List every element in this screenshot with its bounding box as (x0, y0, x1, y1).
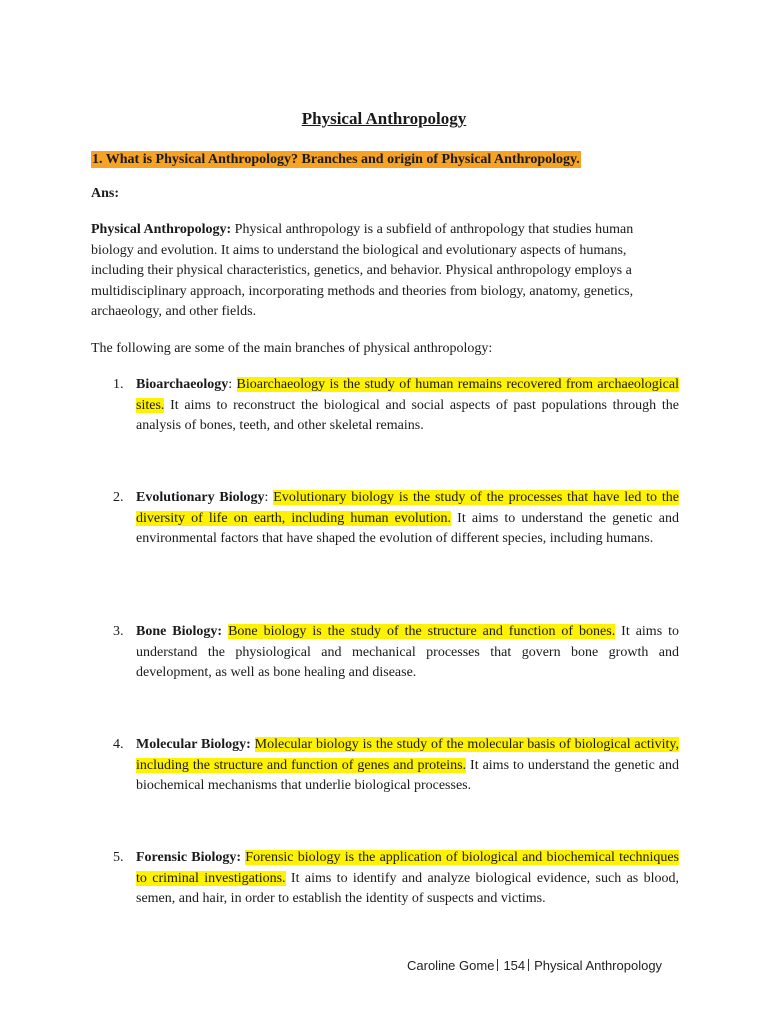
page-title: Physical Anthropology (301, 109, 467, 128)
branch-separator: : (228, 377, 237, 392)
list-item-text (136, 848, 679, 910)
list-number: 3. (113, 624, 124, 639)
question-heading: 1. What is Physical Anthropology? Branches and origin of Physical Anthropology. (92, 152, 580, 167)
branch-term: Bioarchaeology (136, 377, 229, 392)
branch-term: Forensic Biology: (136, 850, 242, 865)
list-item-text (136, 735, 679, 797)
branch-highlight: Molecular biology is the study of the molecular basis of biological activity, including the structure and function of genes and proteins. (136, 737, 680, 773)
list-item-text (136, 622, 679, 684)
footer-page-number: 154 (503, 958, 526, 973)
branch-highlight: Bone biology is the study of the structure and function of bones. (228, 624, 616, 639)
branch-term: Evolutionary Biology (136, 490, 265, 505)
branch-term: Bone Biology: (136, 624, 223, 639)
list-number: 1. (113, 377, 124, 392)
intro-term: Physical Anthropology: (91, 222, 232, 237)
footer-subject: Physical Anthropology (534, 958, 663, 973)
footer-author: Caroline Gome (407, 958, 495, 973)
answer-label: Ans: (91, 186, 120, 201)
branch-separator: : (264, 490, 274, 505)
branch-rest: It aims to reconstruct the biological and social aspects of past populations through the analysis of bones, teeth, and other skeletal remains. (136, 397, 679, 434)
intro-text: Physical anthropology is a subfield of anthropology that studies human biology and evolution. It aims to understand the biological and evolutionary aspects of humans, including their physical characteristics, genetics, and behavior. Physical anthropology employs a multidisciplinary approach, incorporating methods and theories from biology, anatomy, genetics, archaeology, and other fields. (91, 222, 634, 320)
page-footer (407, 958, 662, 973)
footer-divider (497, 959, 498, 971)
branch-term: Molecular Biology: (136, 737, 251, 752)
list-item-text (136, 375, 679, 437)
branch-highlight: Forensic biology is the application of biological and biochemical techniques to criminal investigations. (136, 850, 680, 886)
branch-rest: It aims to understand the physiological and mechanical processes that govern bone growth and development, as well as bone healing and disease. (136, 624, 679, 681)
branch-highlight: Bioarchaeology is the study of human remains recovered from archaeological sites. (136, 377, 680, 413)
list-item-text (136, 488, 679, 550)
branches-lead: The following are some of the main branches of physical anthropology: (91, 341, 493, 356)
footer-divider (528, 959, 529, 971)
intro-paragraph (91, 220, 679, 323)
list-number: 4. (113, 737, 124, 752)
branch-highlight: Evolutionary biology is the study of the processes that have led to the diversity of life on earth, including human evolution. (136, 490, 680, 526)
branch-rest: It aims to understand the genetic and environmental factors that have shaped the evolution of different species, including humans. (136, 510, 679, 547)
branch-rest: It aims to understand the genetic and biochemical mechanisms that underlie biological processes. (136, 757, 679, 794)
list-number: 5. (113, 850, 124, 865)
list-number: 2. (113, 490, 124, 505)
branch-rest: It aims to identify and analyze biological evidence, such as blood, semen, and hair, in order to establish the identity of suspects and victims. (136, 870, 679, 907)
